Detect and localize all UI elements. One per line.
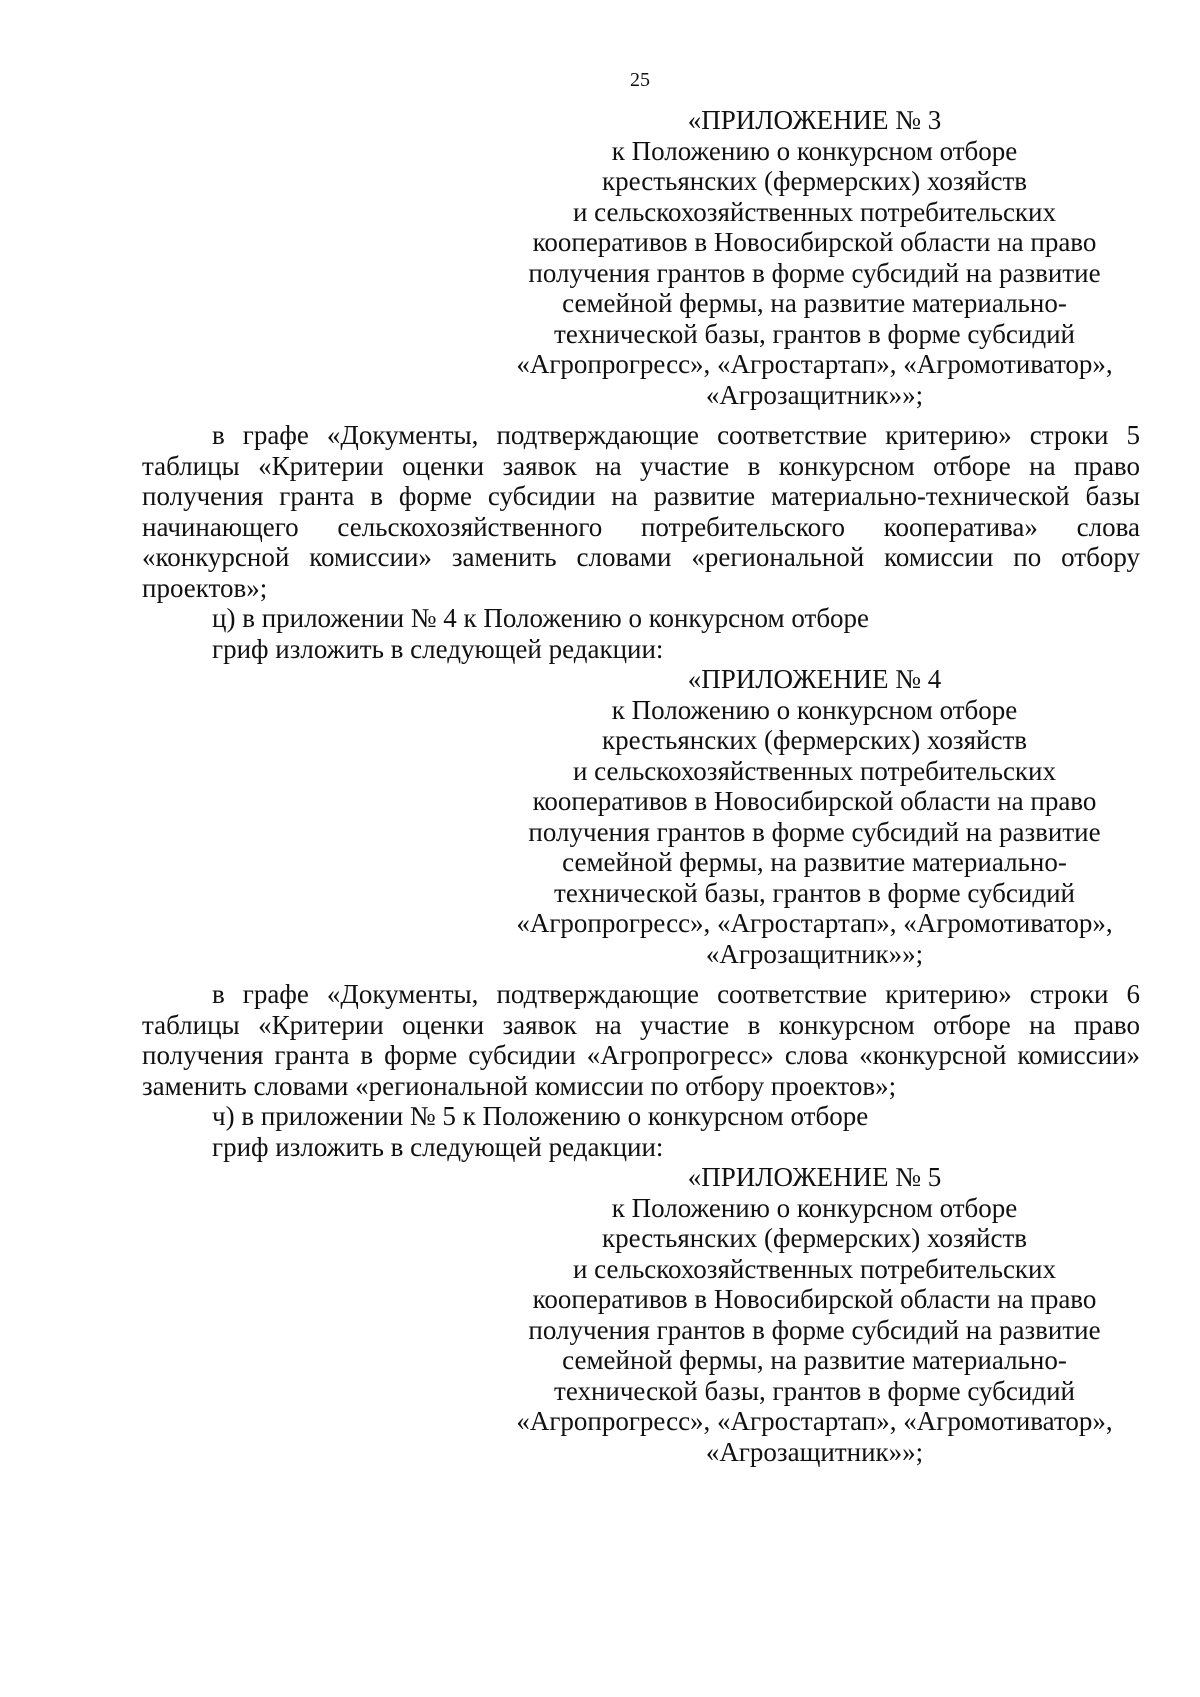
grif-line: кооперативов в Новосибирской области на право bbox=[532, 786, 1097, 816]
grif-line: «Агрозащитник»»; bbox=[705, 938, 924, 969]
grif-line: «Агрозащитник»»; bbox=[705, 379, 924, 410]
grif-line: к Положению о конкурсном отборе bbox=[611, 135, 1018, 166]
grif-line: получения грантов в форме субсидий на развитие bbox=[528, 1314, 1101, 1345]
grif-line: семейной фермы, на развитие материально- bbox=[562, 288, 1067, 318]
grif-line: семейной фермы, на развитие материально- bbox=[562, 847, 1067, 877]
grif-line: «Агропрогресс», «Агростартап», «Агромотиватор», bbox=[516, 1406, 1113, 1436]
list-item: ч) в приложении № 5 к Положению о конкурсном отборе bbox=[212, 1101, 869, 1131]
grif-line: и сельскохозяйственных потребительских bbox=[572, 196, 1056, 227]
grif-line: семейной фермы, на развитие материально- bbox=[562, 1345, 1067, 1375]
grif-line: крестьянских (фермерских) хозяйств bbox=[602, 1223, 1027, 1253]
paragraph-text: в графе «Документы, подтверждающие соответствие критерию» строки 5 таблицы «Критерии оценки заявок на участие в конкурсном отборе на право получения гранта в форме субсидии на развитие материально-технической базы начинающего сельскохозяйственного потребительского кооператива» слова «конкурсной комиссии» заменить словами «региональной комиссии по отбору проектов»; bbox=[142, 420, 1140, 603]
paragraph-text: в графе «Документы, подтверждающие соответствие критерию» строки 6 таблицы «Критерии оценки заявок на участие в конкурсном отборе на право получения гранта в форме субсидии «Агропрогресс» слова «конкурсной комиссии» заменить словами «региональной комиссии по отбору проектов»; bbox=[142, 979, 1140, 1101]
appendix-grif bbox=[491, 105, 1138, 410]
grif-line: технической базы, грантов в форме субсидий bbox=[554, 877, 1075, 908]
list-item: ц) в приложении № 4 к Положению о конкурсном отборе bbox=[212, 603, 870, 633]
appendix-grif bbox=[491, 664, 1138, 969]
grif-line: получения грантов в форме субсидий на развитие bbox=[528, 257, 1101, 288]
grif-line: «Агропрогресс», «Агростартап», «Агромотиватор», bbox=[516, 908, 1113, 938]
list-item: гриф изложить в следующей редакции: bbox=[212, 1131, 664, 1162]
grif-line: «Агропрогресс», «Агростартап», «Агромотиватор», bbox=[516, 349, 1113, 379]
grif-line: к Положению о конкурсном отборе bbox=[611, 1192, 1018, 1223]
spacer bbox=[142, 969, 1140, 979]
document-body bbox=[142, 105, 1140, 1467]
appendix-grif bbox=[491, 1162, 1138, 1467]
amendment-paragraph bbox=[142, 420, 1140, 603]
grif-line: к Положению о конкурсном отборе bbox=[611, 694, 1018, 725]
grif-line: получения грантов в форме субсидий на развитие bbox=[528, 816, 1101, 847]
grif-line: технической базы, грантов в форме субсидий bbox=[554, 1375, 1075, 1406]
grif-line: крестьянских (фермерских) хозяйств bbox=[602, 725, 1027, 755]
list-item: гриф изложить в следующей редакции: bbox=[212, 633, 664, 664]
grif-line: и сельскохозяйственных потребительских bbox=[572, 755, 1056, 786]
page-number: 25 bbox=[630, 69, 650, 91]
grif-line: «ПРИЛОЖЕНИЕ № 5 bbox=[687, 1162, 942, 1192]
grif-line: «Агрозащитник»»; bbox=[705, 1436, 924, 1467]
grif-line: «ПРИЛОЖЕНИЕ № 3 bbox=[687, 105, 942, 135]
spacer bbox=[142, 410, 1140, 420]
amendment-paragraph bbox=[142, 979, 1140, 1101]
grif-line: технической базы, грантов в форме субсидий bbox=[554, 318, 1075, 349]
grif-line: и сельскохозяйственных потребительских bbox=[572, 1253, 1056, 1284]
grif-line: кооперативов в Новосибирской области на право bbox=[532, 1284, 1097, 1314]
grif-line: кооперативов в Новосибирской области на право bbox=[532, 227, 1097, 257]
grif-line: «ПРИЛОЖЕНИЕ № 4 bbox=[687, 664, 942, 694]
grif-line: крестьянских (фермерских) хозяйств bbox=[602, 166, 1027, 196]
